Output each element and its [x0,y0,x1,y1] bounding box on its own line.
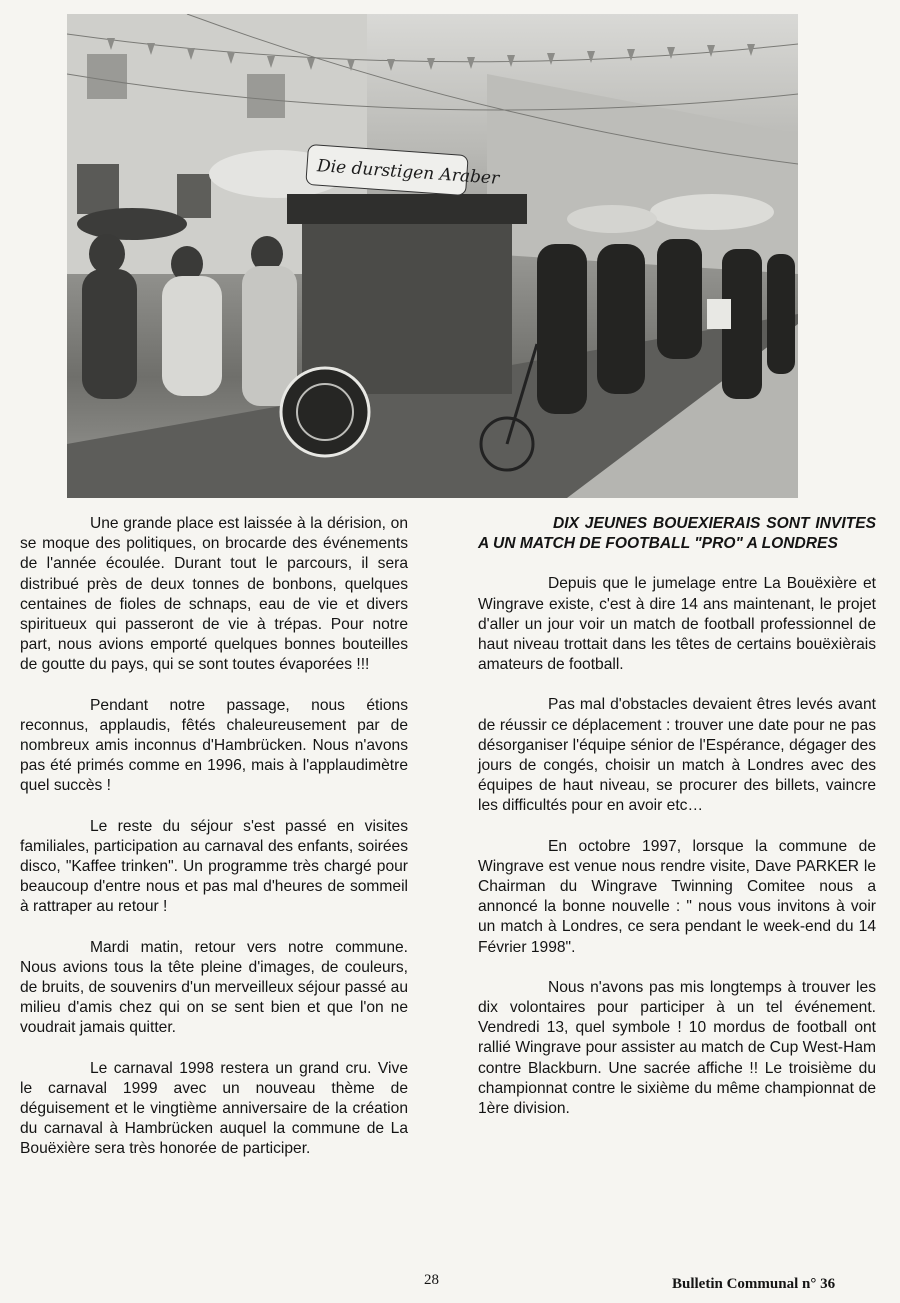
page-number: 28 [424,1272,439,1288]
right-paragraph-1: Depuis que le jumelage entre La Bouëxière et Wingrave existe, c'est à dire 14 ans maintenant, le projet d'aller un jour voir un match de football professionnel de haut niveau trottait dans les têtes de certains bouëxièrais amateurs de football. [478,575,876,674]
carnival-photo [67,14,798,498]
left-column [20,514,408,1180]
right-paragraph-3: En octobre 1997, lorsque la commune de Wingrave est venue nous rendre visite, Dave PARKER le Chairman du Wingrave Twinning Comitee nous a annoncé la bonne nouvelle : " nous vous invitons à voir un match à Londres, ce sera pendant le week-end du 14 Février 1998". [478,837,876,956]
right-paragraph-2: Pas mal d'obstacles devaient êtres levés avant de réussir ce déplacement : trouver une date pour ne pas désorganiser l'équipe sénior de l'Espérance, dégager des jours de congés, choisir un match à Londres avec des équipes de haut niveau, se procurer des billets, vaincre les difficultés pour en avoir etc… [478,696,876,815]
bulletin-label: Bulletin Communal n° 36 [672,1276,836,1292]
left-paragraph-1: Une grande place est laissée à la dérision, on se moque des politiques, on brocarde des événements de l'année écoulée. Durant tout le parcours, il sera distribué près de deux tonnes de bonbons, quelques centaines de fioles de schnaps, eau de vie et divers spiritueux qui passeront de vie à trépas. Pour notre part, nous avions emporté quelques bonnes bouteilles de goutte du pays, qui se sont toutes évaporées !!! [20,515,408,674]
banner-text: Die durstigen Araber [316,156,500,189]
right-paragraph-4: Nous n'avons pas mis longtemps à trouver les dix volontaires pour participer à un tel événement. Vendredi 13, quel symbole ! 10 mordus de football ont rallié Wingrave pour assister au match de Cup West-Ham contre Blackburn. Une sacrée affiche !! Le troisième du championnat contre le sixième du même championnat de 1ère division. [478,978,876,1118]
right-column [478,514,876,1139]
left-paragraph-4: Mardi matin, retour vers notre commune. Nous avions tous la tête pleine d'images, de couleurs, de bruits, de souvenirs d'un merveilleux séjour passé au milieu d'amis chez qui on se sent bien et que l'on ne voudrait jamais quitter. [20,938,408,1037]
left-paragraph-2: Pendant notre passage, nous étions reconnus, applaudis, fêtés chaleureusement par de nombreux amis inconnus d'Hambrücken. Nous n'avons pas été primés comme en 1996, mais à l'applaudimètre quel succès ! [20,696,408,795]
left-paragraph-5: Le carnaval 1998 restera un grand cru. Vive le carnaval 1999 avec un nouveau thème de déguisement et le vingtième anniversaire de la création du carnaval à Hambrücken auquel la commune de La Bouëxière sera très honorée de participer. [20,1059,408,1158]
left-paragraph-3: Le reste du séjour s'est passé en visites familiales, participation au carnaval des enfants, soirées disco, "Kaffee trinken". Un programme très chargé pour beaucoup d'entre nous et pas mal d'heures de sommeil à rattraper au retour ! [20,817,408,916]
article-headline: DIX JEUNES BOUEXIERAIS SONT INVITES A UN MATCH DE FOOTBALL "PRO" A LONDRES [478,515,876,553]
carnival-scene-illustration [67,14,798,498]
